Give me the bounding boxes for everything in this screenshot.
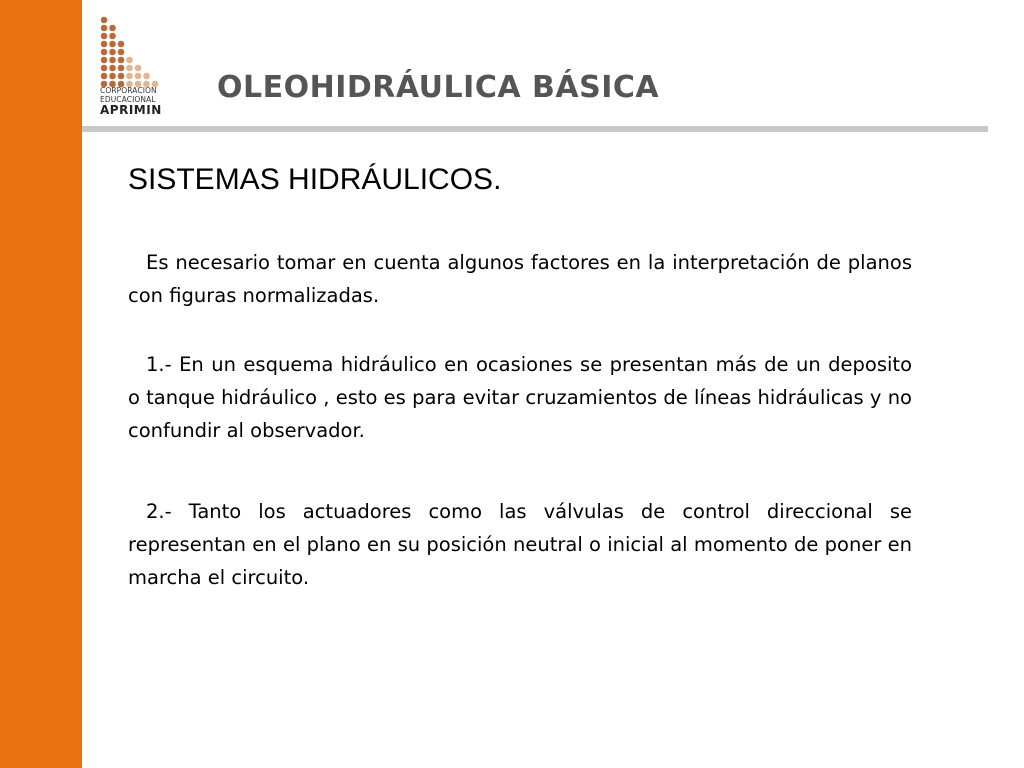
- logo-dot: [118, 73, 125, 80]
- logo-dot: [109, 25, 116, 32]
- logo-dot: [101, 73, 108, 80]
- logo-dot: [101, 17, 108, 24]
- logo-dot: [118, 57, 125, 64]
- section-subtitle: SISTEMAS HIDRÁULICOS.: [128, 163, 502, 196]
- logo-dot: [126, 65, 133, 72]
- title-divider: [82, 126, 988, 132]
- logo-dot: [109, 33, 116, 40]
- logo-dot: [101, 25, 108, 32]
- logo-dot: [109, 73, 116, 80]
- logo-text-line1: CORPORACION: [100, 86, 157, 95]
- logo-dot: [143, 73, 150, 80]
- logo-dot: [118, 49, 125, 56]
- paragraph-point-2: 2.- Tanto los actuadores como las válvulas de control direccional se representan en el plano en su posición neutral o inicial al momento de poner en marcha el circuito.: [128, 500, 912, 589]
- logo-dot: [101, 57, 108, 64]
- logo-dot: [126, 73, 133, 80]
- logo-dot: [101, 65, 108, 72]
- paragraph-point-1: 1.- En un esquema hidráulico en ocasiones se presentan más de un deposito o tanque hidráulico , esto es para evitar cruzamientos de líneas hidráulicas y no confundir al observador.: [128, 353, 912, 442]
- logo-text-line2: EDUCACIONAL: [100, 95, 156, 104]
- paragraph-intro: Es necesario tomar en cuenta algunos factores en la interpretación de planos con figuras normalizadas.: [128, 251, 912, 307]
- page-title: OLEOHIDRÁULICA BÁSICA: [217, 70, 660, 105]
- logo-dot: [126, 57, 133, 64]
- logo-dot: [109, 41, 116, 48]
- logo-text-line3: APRIMIN: [100, 103, 162, 117]
- logo-dot: [109, 57, 116, 64]
- logo-dot: [118, 65, 125, 72]
- logo-dot: [135, 73, 142, 80]
- logo-dot: [109, 49, 116, 56]
- logo-dot: [101, 49, 108, 56]
- logo-dot: [101, 41, 108, 48]
- side-accent-bar: [0, 0, 82, 768]
- logo-dot: [109, 65, 116, 72]
- logo-dot: [101, 33, 108, 40]
- logo-dot: [118, 41, 125, 48]
- logo-dot: [135, 65, 142, 72]
